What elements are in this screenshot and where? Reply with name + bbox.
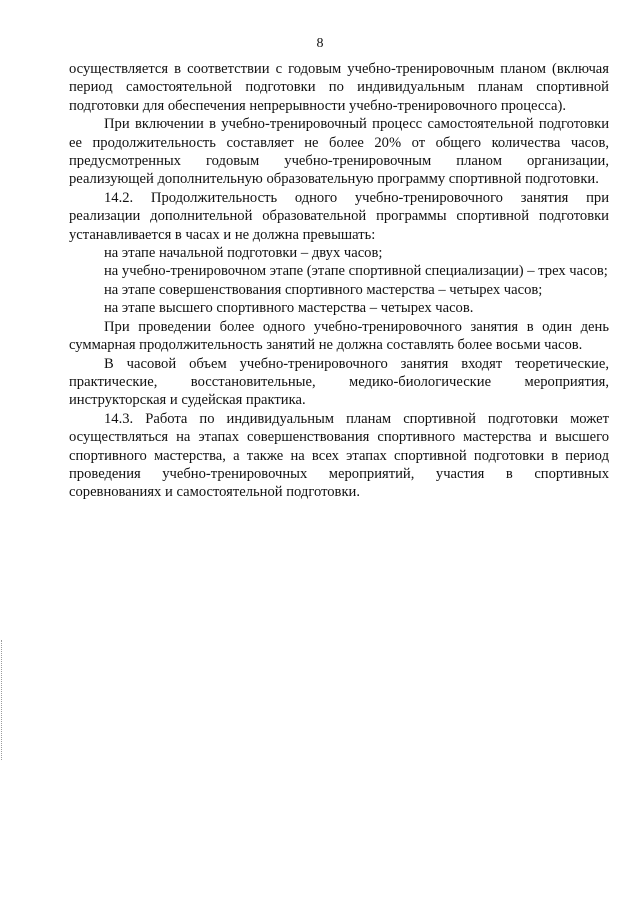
page-number: 8 — [316, 36, 324, 51]
list-item-improvement-stage: на этапе совершенствования спортивного мастерства – четырех часов; — [104, 281, 543, 298]
paragraph-14-3: 14.3. Работа по индивидуальным планам спортивной подготовки может осуществляться на этапах совершенствования спортивного мастерства и высшего спортивного мастерства, а также на всех этапах спортивной подготовки в период проведения учебно-тренировочных мероприятий, участия в спортивных соревнованиях и самостоятельной подготовки. — [69, 410, 609, 501]
scan-edge-mark — [1, 640, 3, 760]
list-item-initial-stage: на этапе начальной подготовки – двух часов; — [104, 245, 383, 262]
paragraph-continuation: осуществляется в соответствии с годовым учебно-тренировочным планом (включая период самостоятельной подготовки по индивидуальным планам спортивной подготовки для обеспечения непрерывности учебно-тренировочного процесса). — [69, 61, 609, 114]
list-item-higher-mastery-stage: на этапе высшего спортивного мастерства – четырех часов. — [104, 300, 474, 317]
document-body — [69, 60, 609, 502]
paragraph-daily-limit: При проведении более одного учебно-тренировочного занятия в один день суммарная продолжительность занятий не должна составлять более восьми часов. — [69, 318, 609, 354]
paragraph-hours-content: В часовой объем учебно-тренировочного занятия входят теоретические, практические, восстановительные, медико-биологические мероприятия, инструкторская и судейская практика. — [69, 355, 609, 409]
list-item-training-stage: на учебно-тренировочном этапе (этапе спортивной специализации) – трех часов; — [104, 263, 608, 280]
paragraph-self-training: При включении в учебно-тренировочный процесс самостоятельной подготовки ее продолжительность составляет не более 20% от общего количества часов, предусмотренных годовым учебно-тренировочным планом организации, реализующей дополнительную образовательную программу спортивной подготовки. — [69, 116, 609, 188]
paragraph-14-2: 14.2. Продолжительность одного учебно-тренировочного занятия при реализации дополнительной образовательной программы спортивной подготовки устанавливается в часах и не должна превышать: — [69, 189, 609, 243]
